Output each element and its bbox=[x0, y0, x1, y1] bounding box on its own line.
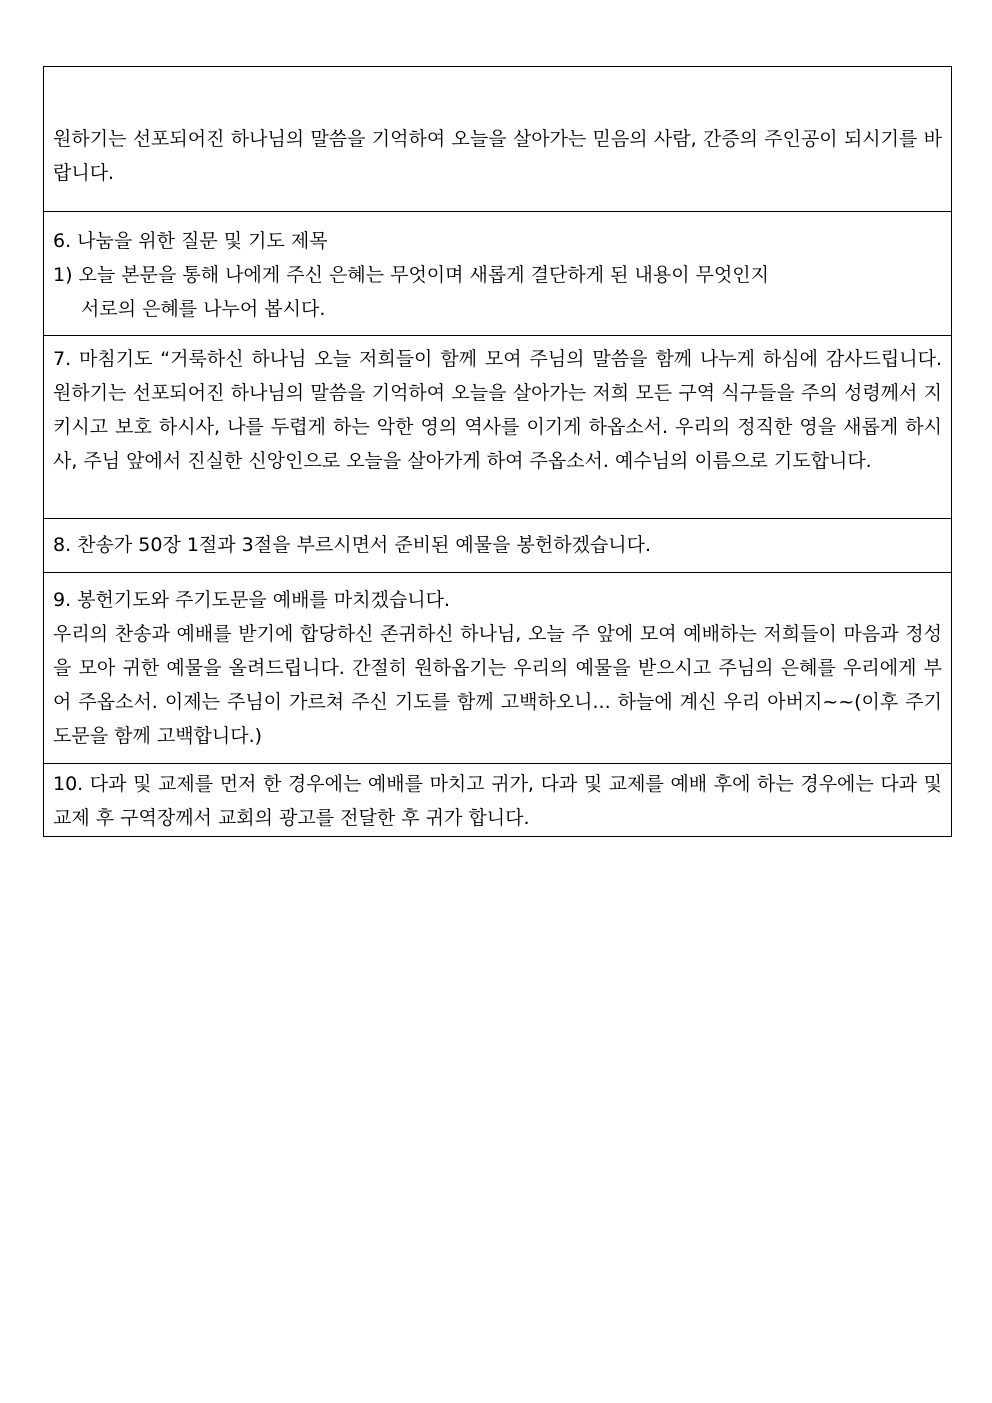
hymn-offering-text: 8. 찬송가 50장 1절과 3절을 부르시면서 준비된 예물을 봉헌하겠습니다. bbox=[53, 534, 652, 556]
closing-prayer-text: 7. 마침기도 “거룩하신 하나님 오늘 저희들이 함께 모여 주님의 말씀을 함께 나누게 하심에 감사드립니다. 원하기는 선포되어진 하나님의 말씀을 기억하여 오늘을 살아가는 저희 모든 구역 식구들을 주의 성령께서 지키시고 보호 하시사, 나를 두렵게 하는 악한 영의 역사를 이기게 하옵소서. 우리의 정직한 영을 새롭게 하시사, 주님 앞에서 진실한 신앙인으로 오늘을 살아가게 하여 주옵소서. 예수님의 이름으로 기도합니다. bbox=[53, 348, 942, 472]
offering-prayer-cell bbox=[44, 572, 951, 763]
hymn-offering-cell bbox=[44, 518, 951, 572]
closing-remark-cell bbox=[44, 67, 951, 211]
sharing-questions-cell bbox=[44, 211, 951, 335]
offering-prayer-text: 우리의 찬송과 예배를 받기에 합당하신 존귀하신 하나님, 오늘 주 앞에 모여 예배하는 저희들이 마음과 정성을 모아 귀한 예물을 올려드립니다. 간절히 원하옵기는 우리의 예물을 받으시고 주님의 은혜를 우리에게 부어 주옵소서. 이제는 주님이 가르쳐 주신 기도를 함께 고백하오니... 하늘에 계신 우리 아버지~~(이후 주기도문을 함께 고백합니다.) bbox=[53, 623, 942, 747]
offering-prayer-heading: 9. 봉헌기도와 주기도문을 예배를 마치겠습니다. bbox=[53, 589, 451, 611]
closing-remark-text: 원하기는 선포되어진 하나님의 말씀을 기억하여 오늘을 살아가는 믿음의 사람, 간증의 주인공이 되시기를 바랍니다. bbox=[53, 128, 942, 184]
sharing-question-1-line-2: 서로의 은혜를 나누어 봅시다. bbox=[81, 298, 326, 320]
fellowship-note-text: 10. 다과 및 교제를 먼저 한 경우에는 예배를 마치고 귀가, 다과 및 교제를 예배 후에 하는 경우에는 다과 및 교제 후 구역장께서 교회의 광고를 전달한 후 귀가 합니다. bbox=[53, 773, 942, 829]
sharing-question-1-line-1: 1) 오늘 본문을 통해 나에게 주신 은혜는 무엇이며 새롭게 결단하게 된 내용이 무엇인지 bbox=[53, 264, 770, 286]
fellowship-note-cell bbox=[44, 763, 951, 836]
sharing-questions-heading: 6. 나눔을 위한 질문 및 기도 제목 bbox=[53, 230, 328, 252]
worship-guide-table bbox=[43, 66, 952, 837]
closing-prayer-cell bbox=[44, 335, 951, 518]
